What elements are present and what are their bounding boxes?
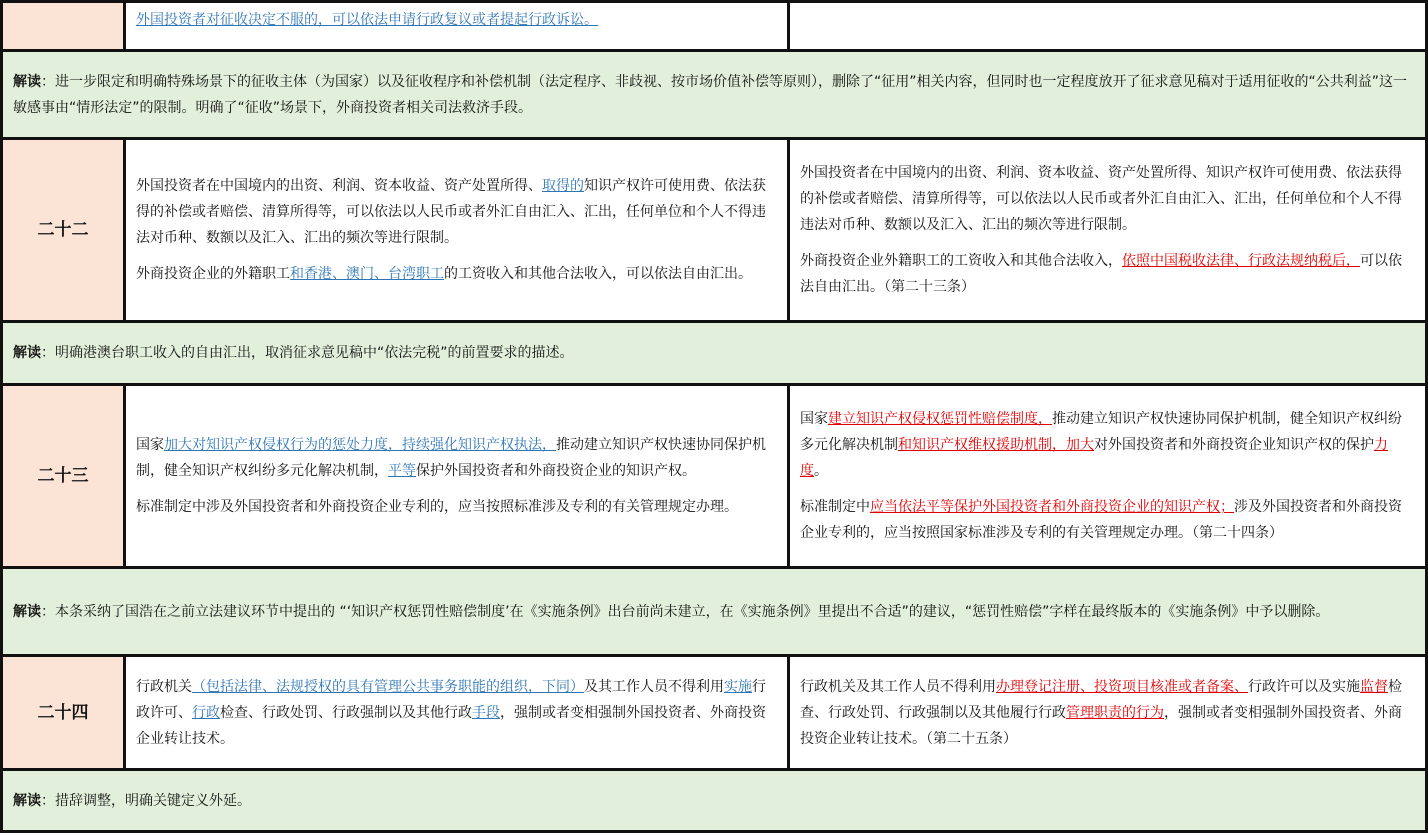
interpretation-label: 解读 xyxy=(13,73,41,90)
text-run: 外商投资企业的外籍职工 xyxy=(136,266,290,282)
text-run: 及其工作人员不得利用 xyxy=(584,678,724,695)
blue-marked-text: （包括法律、法规授权的具有管理公共事务职能的组织，下同） xyxy=(192,678,584,695)
text-run: 保护外国投资者和外商投资企业的知识产权。 xyxy=(416,463,696,479)
text-run: 可以依法自由汇出。（第二十三条） xyxy=(800,253,1402,295)
article-number-cell xyxy=(2,2,125,51)
text-run: 行政机关及其工作人员不得利用 xyxy=(800,678,996,695)
blue-marked-text: 平等 xyxy=(388,463,416,479)
blue-marked-text: 取得的 xyxy=(542,178,584,194)
interpretation-cell xyxy=(2,51,1427,139)
text-run: 的工资收入和其他合法收入，可以依法自由汇出。 xyxy=(444,266,752,282)
red-marked-text: 建立知识产权侵权惩罚性赔偿制度， xyxy=(828,411,1052,427)
red-marked-text: 力度 xyxy=(800,437,1388,479)
interpretation-cell xyxy=(2,770,1427,832)
text-run: 外商投资企业外籍职工的工资收入和其他合法收入， xyxy=(800,253,1122,269)
interpretation-label: 解读 xyxy=(13,345,41,361)
interpretation-row-24 xyxy=(2,770,1427,832)
text-run: 国家 xyxy=(136,437,164,453)
text-run: ，强制或者变相强制外国投资者、外商投资企业转让技术。 xyxy=(136,704,766,747)
interpretation-row-21 xyxy=(2,51,1427,139)
final-text-cell xyxy=(789,2,1427,51)
text-run: 检查、行政处罚、行政强制以及其他行政 xyxy=(220,704,472,721)
draft-paragraph xyxy=(136,173,777,251)
interpretation-text: ：进一步限定和明确特殊场景下的征收主体（为国家）以及征收程序和补偿机制（法定程序、非歧视、按市场价值补偿等原则），删除了“征用”相关内容，但同时也一定程度放开了征求意见稿对于适用征收的“公共利益”这一敏感事由“情形法定”的限制。明确了“征收”场景下，外商投资者相关司法救济手段。 xyxy=(13,73,1408,116)
text-run: 行政机关 xyxy=(136,678,192,695)
interpretation-text: ：本条采纳了国浩在之前立法建议环节中提出的 “‘知识产权惩罚性赔偿制度’在《实施条例》出台前尚未建立，在《实施条例》里提出不合适”的建议，“惩罚性赔偿”字样在最终版本的《实施条例》中予以删除。 xyxy=(41,603,1330,620)
blue-marked-text: 和香港、澳门、台湾职工 xyxy=(290,266,444,282)
final-paragraph: 外国投资者在中国境内的出资、利润、资本收益、资产处置所得、知识产权许可使用费、依法获得的补偿或者赔偿、清算所得等，可以依法以人民币或者外汇自由汇入、汇出，任何单位和个人不得违法对币种、数额以及汇入、汇出的频次等进行限制。 xyxy=(800,165,1402,233)
interpretation-text: ：措辞调整，明确关键定义外延。 xyxy=(41,792,251,809)
draft-paragraph xyxy=(136,432,777,484)
draft-text-cell xyxy=(125,2,789,51)
blue-marked-text: 实施 xyxy=(724,678,752,695)
text-run: 对外国投资者和外商投资企业知识产权的保护 xyxy=(1094,437,1374,453)
final-paragraph xyxy=(800,494,1415,546)
text-run: 标准制定中 xyxy=(800,499,870,515)
red-marked-text: 监督 xyxy=(1360,678,1388,695)
article-number: 二十二 xyxy=(2,139,125,322)
interpretation-label: 解读 xyxy=(13,603,41,620)
text-run: 推动建立知识产权快速协同保护机制，健全知识产权纠纷多元化解决机制， xyxy=(136,437,766,479)
text-run: 推动建立知识产权快速协同保护机制，健全知识产权纠纷多元化解决机制 xyxy=(800,411,1402,453)
text-run: 行政许可以及实施 xyxy=(1248,678,1360,695)
blue-marked-text: 手段 xyxy=(472,704,500,721)
text-run: 行政许可、 xyxy=(136,678,766,721)
interpretation-text: ：明确港澳台职工收入的自由汇出，取消征求意见稿中“依法完税”的前置要求的描述。 xyxy=(41,345,574,361)
final-paragraph xyxy=(800,248,1415,300)
final-paragraph xyxy=(800,674,1415,752)
red-marked-text: 办理登记注册、投资项目核准或者备案、 xyxy=(996,678,1248,695)
text-run: 国家 xyxy=(800,411,828,427)
article-number: 二十四 xyxy=(2,656,125,770)
article-row-23 xyxy=(2,385,1427,568)
text-run: ，强制或者变相强制外国投资者、外商投资企业转让技术。（第二十五条） xyxy=(800,704,1402,747)
interpretation-cell xyxy=(2,568,1427,656)
blue-marked-text: 行政 xyxy=(192,704,220,721)
final-paragraph xyxy=(800,406,1415,484)
text-run: 涉及外国投资者和外商投资企业专利的，应当按照国家标准涉及专利的有关管理规定办理。（第二十四条） xyxy=(800,499,1402,541)
red-marked-text: 依照中国税收法律、行政法规纳税后， xyxy=(1122,253,1360,269)
red-marked-text: 管理职责的行为 xyxy=(1066,704,1164,721)
text-run: 。 xyxy=(814,463,828,479)
final-text-cell xyxy=(789,656,1427,770)
interpretation-row-23 xyxy=(2,568,1427,656)
draft-text-cell xyxy=(125,656,789,770)
draft-paragraph xyxy=(136,261,777,287)
article-row-24 xyxy=(2,656,1427,770)
red-marked-text: 和知识产权维权援助机制，加大 xyxy=(898,437,1094,453)
article-row-22 xyxy=(2,139,1427,322)
text-run: 知识产权许可使用费、依法获得的补偿或者赔偿、清算所得等，可以依法以人民币或者外汇自由汇入、汇出，任何单位和个人不得违法对币种、数额以及汇入、汇出的频次等进行限制。 xyxy=(136,178,766,246)
text-run: 检查、行政处罚、行政强制以及其他履行行政 xyxy=(800,678,1402,721)
interpretation-row-22 xyxy=(2,322,1427,385)
draft-paragraph xyxy=(136,674,777,752)
draft-text-cell xyxy=(125,385,789,568)
interpretation-cell xyxy=(2,322,1427,385)
interpretation-label: 解读 xyxy=(13,792,41,809)
text-run: 外国投资者在中国境内的出资、利润、资本收益、资产处置所得、 xyxy=(136,178,542,194)
blue-marked-text: 外国投资者对征收决定不服的，可以依法申请行政复议或者提起行政诉讼。 xyxy=(136,12,598,28)
draft-paragraph: 标准制定中涉及外国投资者和外商投资企业专利的，应当按照标准涉及专利的有关管理规定办理。 xyxy=(136,499,738,515)
final-text-cell xyxy=(789,139,1427,322)
article-number: 二十三 xyxy=(2,385,125,568)
draft-text-cell xyxy=(125,139,789,322)
red-marked-text: 应当依法平等保护外国投资者和外商投资企业的知识产权； xyxy=(870,499,1234,515)
final-text-cell xyxy=(789,385,1427,568)
article-row-21-tail xyxy=(2,2,1427,51)
blue-marked-text: 加大对知识产权侵权行为的惩处力度，持续强化知识产权执法， xyxy=(164,437,556,453)
